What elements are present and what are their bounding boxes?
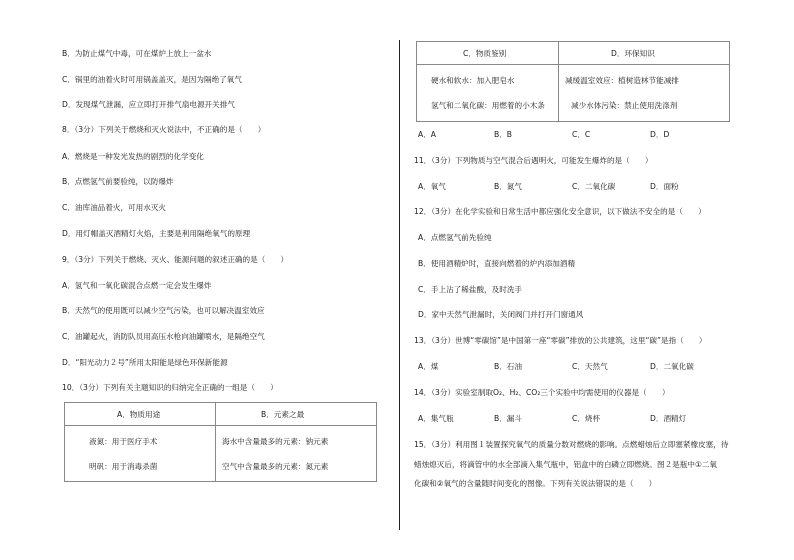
table-c-row-1: 硬水和软水：加入肥皂水 bbox=[431, 76, 515, 85]
table-header-b: B．元素之最 bbox=[261, 410, 305, 419]
q7-option-c: C．锅里的油着火时可用锅盖盖灭，是因为隔绝了氧气 bbox=[62, 75, 242, 84]
q13-option-b: B．石油 bbox=[494, 362, 522, 371]
q13-option-d: D．二氧化碳 bbox=[650, 362, 694, 371]
q12-stem: 12．（3分）在化学实验和日常生活中都应强化安全意识，以下做法不安全的是（ ） bbox=[414, 207, 706, 216]
table-header-d: D．环保知识 bbox=[611, 49, 655, 58]
column-divider bbox=[399, 40, 400, 530]
q14-stem: 14．（3分）实验室制取O₂、H₂、CO₂三个实验中均需使用的仪器是（ ） bbox=[414, 388, 670, 397]
q15-line-1: 15．（3分）利用图１装置探究氧气的质量分数对燃烧的影响。点燃蜡烛后立即塞紧橡皮塞，待 bbox=[414, 440, 729, 449]
q14-option-a: A．集气瓶 bbox=[418, 414, 454, 423]
q11-option-c: C．二氧化碳 bbox=[572, 182, 616, 191]
q13-stem: 13．（3分）世博“零碳馆”是中国第一座“零碳”排放的公共建筑，这里“碳”是指（ ） bbox=[414, 336, 707, 345]
q10-table-cd bbox=[416, 41, 730, 122]
table-a-row-1: 液氮：用于医疗手术 bbox=[89, 437, 158, 446]
table-d-row-1: 减缓温室效应：植树造林节能减排 bbox=[565, 76, 679, 85]
q11-option-d: D．面粉 bbox=[650, 182, 679, 191]
q7-option-d: D．发现煤气泄漏，应立即打开排气扇电源开关排气 bbox=[62, 100, 235, 109]
q10-stem: 10．（3分）下列有关主题知识的归纳完全正确的一组是（ ） bbox=[62, 383, 278, 392]
q8-option-d: D．用灯帽盖灭酒精灯火焰，主要是利用隔绝氧气的原理 bbox=[62, 229, 251, 238]
q12-option-d: D．家中天然气泄漏时，关闭阀门并打开门窗通风 bbox=[418, 310, 584, 319]
q9-option-a: A．氢气和一氧化碳混合点燃一定会发生爆炸 bbox=[62, 281, 212, 290]
table-c-row-2: 氢气和二氧化碳：用燃着的小木条 bbox=[431, 101, 545, 110]
table-header-a: A．物质用途 bbox=[117, 410, 161, 419]
q11-option-b: B．氮气 bbox=[494, 182, 522, 191]
q9-stem: 9．（3分）下列关于燃烧、灭火、能源问题的叙述正确的是（ ） bbox=[62, 255, 289, 264]
q12-option-b: B．使用酒精炉时，直接向燃着的炉内添加酒精 bbox=[418, 259, 576, 268]
q14-option-d: D．酒精灯 bbox=[650, 414, 687, 423]
table-b-row-1: 海水中含量最多的元素：钠元素 bbox=[222, 437, 329, 446]
table-a-row-2: 明矾：用于消毒杀菌 bbox=[89, 462, 158, 471]
q8-option-c: C．油库油品着火，可用水灭火 bbox=[62, 203, 167, 212]
q9-option-b: B．天然气的使用既可以减少空气污染，也可以解决温室效应 bbox=[62, 306, 265, 315]
q11-option-a: A．氧气 bbox=[418, 182, 446, 191]
q10-option-c: C．C bbox=[572, 130, 591, 139]
q8-option-b: B．点燃氢气前要验纯，以防爆炸 bbox=[62, 177, 174, 186]
q11-stem: 11．（3分）下列物质与空气混合后遇明火，可能发生爆炸的是（ ） bbox=[414, 156, 653, 165]
q15-line-2: 蜡烛熄灭后，将滴管中的水全部滴入集气瓶中，铝盒中的白磷立即燃烧。图２是瓶中①二氧 bbox=[414, 460, 717, 469]
q12-option-c: C．手上沾了稀盐酸，及时洗手 bbox=[418, 285, 523, 294]
q10-option-b: B．B bbox=[494, 130, 513, 139]
q9-option-c: C．油罐起火，消防队员用高压水枪向油罐喷水，是隔绝空气 bbox=[62, 332, 265, 341]
q14-option-c: C．烧杯 bbox=[572, 414, 601, 423]
q14-option-b: B．漏斗 bbox=[494, 414, 522, 423]
q12-option-a: A．点燃氢气前先验纯 bbox=[418, 233, 492, 242]
q10-table-ab bbox=[64, 402, 377, 482]
q10-option-a: A．A bbox=[418, 130, 436, 139]
q9-option-d: D．“阳光动力２号”所用太阳能是绿色环保新能源 bbox=[62, 358, 228, 367]
table-b-row-2: 空气中含量最多的元素：氮元素 bbox=[222, 462, 329, 471]
q7-option-b: B．为防止煤气中毒，可在煤炉上放上一盆水 bbox=[62, 49, 212, 58]
q8-stem: 8．（3分）下列关于燃烧和灭火说法中，不正确的是（ ） bbox=[62, 125, 266, 134]
q13-option-a: A．煤 bbox=[418, 362, 439, 371]
q13-option-c: C．天然气 bbox=[572, 362, 608, 371]
q10-option-d: D．D bbox=[650, 130, 670, 139]
q15-line-3: 化碳和②氧气的含量随时间变化的图像。下列有关说法错误的是（ ） bbox=[414, 479, 657, 488]
table-header-c: C．物质鉴别 bbox=[463, 49, 507, 58]
table-d-row-2: 减少水体污染：禁止使用洗涤剂 bbox=[571, 101, 678, 110]
q8-option-a: A．燃烧是一种发光发热的剧烈的化学变化 bbox=[62, 152, 204, 161]
